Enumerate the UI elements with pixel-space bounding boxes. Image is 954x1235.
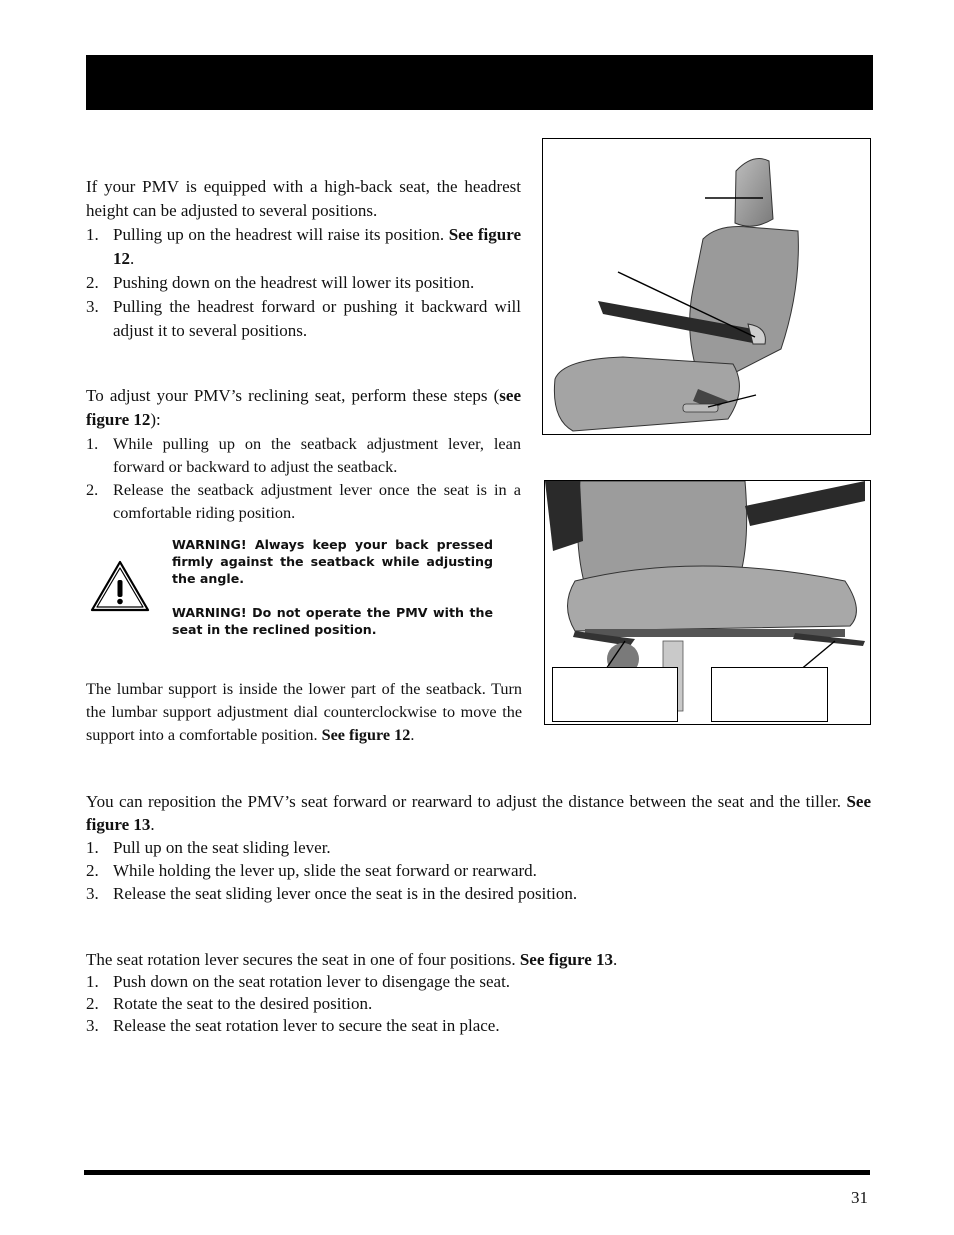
- warning-text: WARNING! Do not operate the PMV with the seat in the reclined position.: [172, 605, 493, 637]
- list-item: 3. Release the seat sliding lever once the seat is in the desired position.: [86, 884, 578, 903]
- list-item: 1. Push down on the seat rotation lever to disengage the seat.: [86, 972, 511, 991]
- headrest-steps: [86, 223, 521, 343]
- callout-label-box: [552, 667, 678, 722]
- list-item: 2. Pushing down on the headrest will lower its position.: [86, 273, 475, 292]
- headrest-intro: If your PMV is equipped with a high-back seat, the headrest height can be adjusted to several positions.: [86, 177, 521, 220]
- list-item: 3. Pulling the headrest forward or pushing it backward will adjust it to several positions.: [86, 297, 521, 340]
- list-item: 1. While pulling up on the seatback adjustment lever, lean forward or backward to adjust the seatback.: [86, 434, 521, 476]
- lumbar-section: The lumbar support is inside the lower part of the seatback. Turn the lumbar support adjustment dial counterclockwise to move the support into a comfortable position. See figure 12.: [86, 680, 522, 744]
- figure-reference: see figure 12: [86, 386, 521, 429]
- seat-slide-steps: [86, 836, 871, 905]
- figure-13-image: [544, 480, 871, 725]
- figure-reference: See figure 12: [321, 726, 411, 744]
- figure-reference: See figure 13: [519, 950, 614, 969]
- recline-intro: To adjust your PMV’s reclining seat, perform these steps (see figure 12):: [86, 386, 521, 429]
- high-back-seat-illustration: [543, 139, 870, 434]
- seat-slide-section: [86, 790, 871, 905]
- recline-section: [86, 384, 521, 524]
- page-number: 31: [851, 1188, 868, 1207]
- list-item: 3. Release the seat rotation lever to secure the seat in place.: [86, 1016, 500, 1035]
- headrest-section: [86, 175, 521, 343]
- lumbar-text: The lumbar support is inside the lower part of the seatback. Turn the lumbar support adjustment dial counterclockwise to move the support into a comfortable position.: [86, 680, 522, 744]
- seat-rotation-intro: The seat rotation lever secures the seat in one of four positions. See figure 13.: [86, 950, 618, 969]
- seat-rotation-steps: [86, 971, 871, 1037]
- recline-steps: [86, 432, 521, 524]
- footer-rule: [84, 1170, 870, 1175]
- figure-12-image: [542, 138, 871, 435]
- figure-reference: See figure 12: [113, 225, 522, 268]
- list-item: 2. While holding the lever up, slide the seat forward or rearward.: [86, 861, 537, 880]
- seat-rotation-section: [86, 949, 871, 1037]
- warning-text: WARNING! Always keep your back pressed firmly against the seatback while adjusting the angle.: [172, 537, 493, 586]
- list-item: 2. Release the seatback adjustment lever once the seat is in a comfortable riding position.: [86, 480, 521, 522]
- callout-label-box: [711, 667, 828, 722]
- warning-block: [172, 536, 493, 638]
- list-item: 1. Pulling up on the headrest will raise its position. See figure 12.: [86, 225, 522, 268]
- warning-triangle-icon: [90, 560, 150, 612]
- list-item: 1. Pull up on the seat sliding lever.: [86, 838, 331, 857]
- section-header-bar: [86, 55, 873, 110]
- list-item: 2. Rotate the seat to the desired position.: [86, 994, 373, 1013]
- seat-slide-intro: You can reposition the PMV’s seat forward or rearward to adjust the distance between the seat and the tiller. See figure 13.: [86, 792, 871, 834]
- figure-reference: See figure 13: [86, 792, 871, 834]
